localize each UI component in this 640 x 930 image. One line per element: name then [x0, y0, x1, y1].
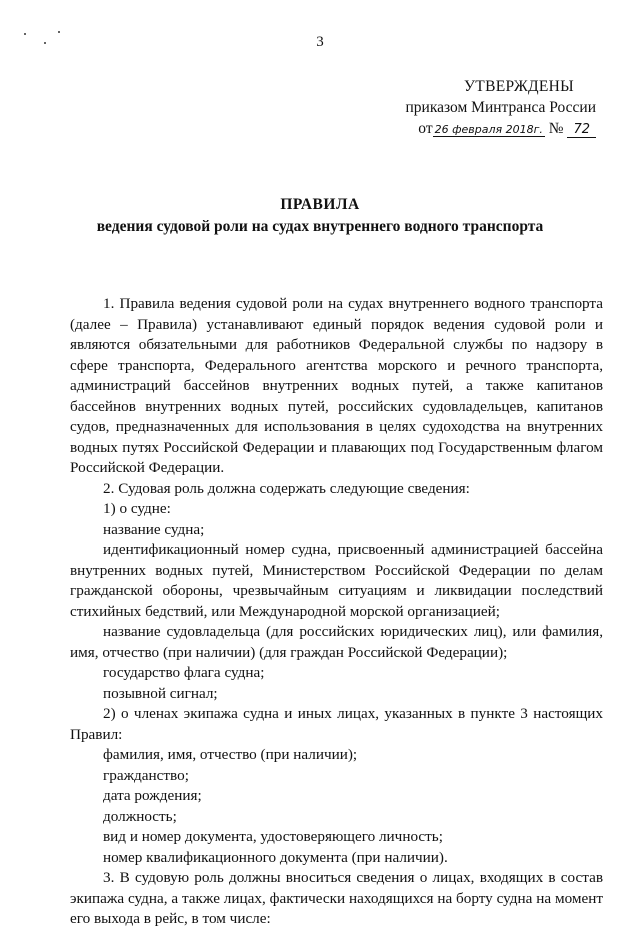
- list-item: гражданство;: [103, 766, 189, 784]
- page-number: 3: [316, 34, 324, 50]
- paragraph-3: 3. В судовую роль должны вноситься сведения о лицах, входящих в состав экипажа судна, а также лицах, фактически находящихся на борту судна на момент его выхода в рейс, в том числе:: [70, 869, 603, 927]
- list-item: фамилия, имя, отчество (при наличии);: [103, 746, 358, 763]
- list-item: должность;: [103, 807, 177, 825]
- paragraph-1: 1. Правила ведения судовой роли на судах внутреннего водного транспорта (далее – Правила) устанавливают единый порядок ведения судовой роли и являются обязательными для работников Федеральной службы по надзору в сфере транспорта, Федерального агентства морского и речного транспорта, администраций бассейнов внутренних водных путей, а также капитанов бассейнов внутренних водных путей, российских судовладельцев, капитанов судов, предназначенных для использования в целях судоходства на внутренних водных путях Российской Федерации и плавающих под Государственным флагом Российской Федерации.: [70, 295, 603, 476]
- list-item: идентификационный номер судна, присвоенный администрацией бассейна внутренних водных путей, Министерством Российской Федерации по делам гражданской обороны, чрезвычайным ситуациям и ликвидации последствий стихийных бедствий, или Международной морской организацией;: [70, 541, 603, 620]
- list-item: государство флага судна;: [103, 664, 265, 681]
- date-prefix: от: [418, 120, 433, 137]
- list-item: номер квалификационного документа (при наличии).: [103, 848, 448, 866]
- list-item: название судовладельца (для российских юридических лиц), или фамилия, имя, отчество (при наличии) (для граждан Российской Федерации);: [70, 623, 603, 661]
- list-item: название судна;: [103, 520, 205, 538]
- document-subtitle: ведения судовой роли на судах внутреннего водного транспорта: [96, 218, 544, 235]
- list-item: вид и номер документа, удостоверяющего личность;: [103, 828, 443, 845]
- handwritten-date: 26 февраля 2018г.: [434, 123, 543, 136]
- list-item: 1) о судне:: [103, 500, 171, 517]
- document-body: [70, 294, 603, 930]
- order-date-line: [406, 118, 597, 140]
- order-issuer: приказом Минтранса России: [405, 99, 596, 116]
- list-item: дата рождения;: [103, 787, 202, 804]
- list-item: позывной сигнал;: [103, 684, 218, 702]
- list-item: 2) о членах экипажа судна и иных лицах, указанных в пункте 3 настоящих Правил:: [70, 705, 603, 743]
- handwritten-order-number: 72: [567, 122, 596, 138]
- document-title: ПРАВИЛА: [280, 196, 360, 213]
- approved-label: УТВЕРЖДЕНЫ: [464, 78, 574, 95]
- approval-block: [406, 76, 597, 140]
- number-prefix: №: [548, 120, 564, 137]
- paragraph-2: 2. Судовая роль должна содержать следующие сведения:: [103, 479, 470, 497]
